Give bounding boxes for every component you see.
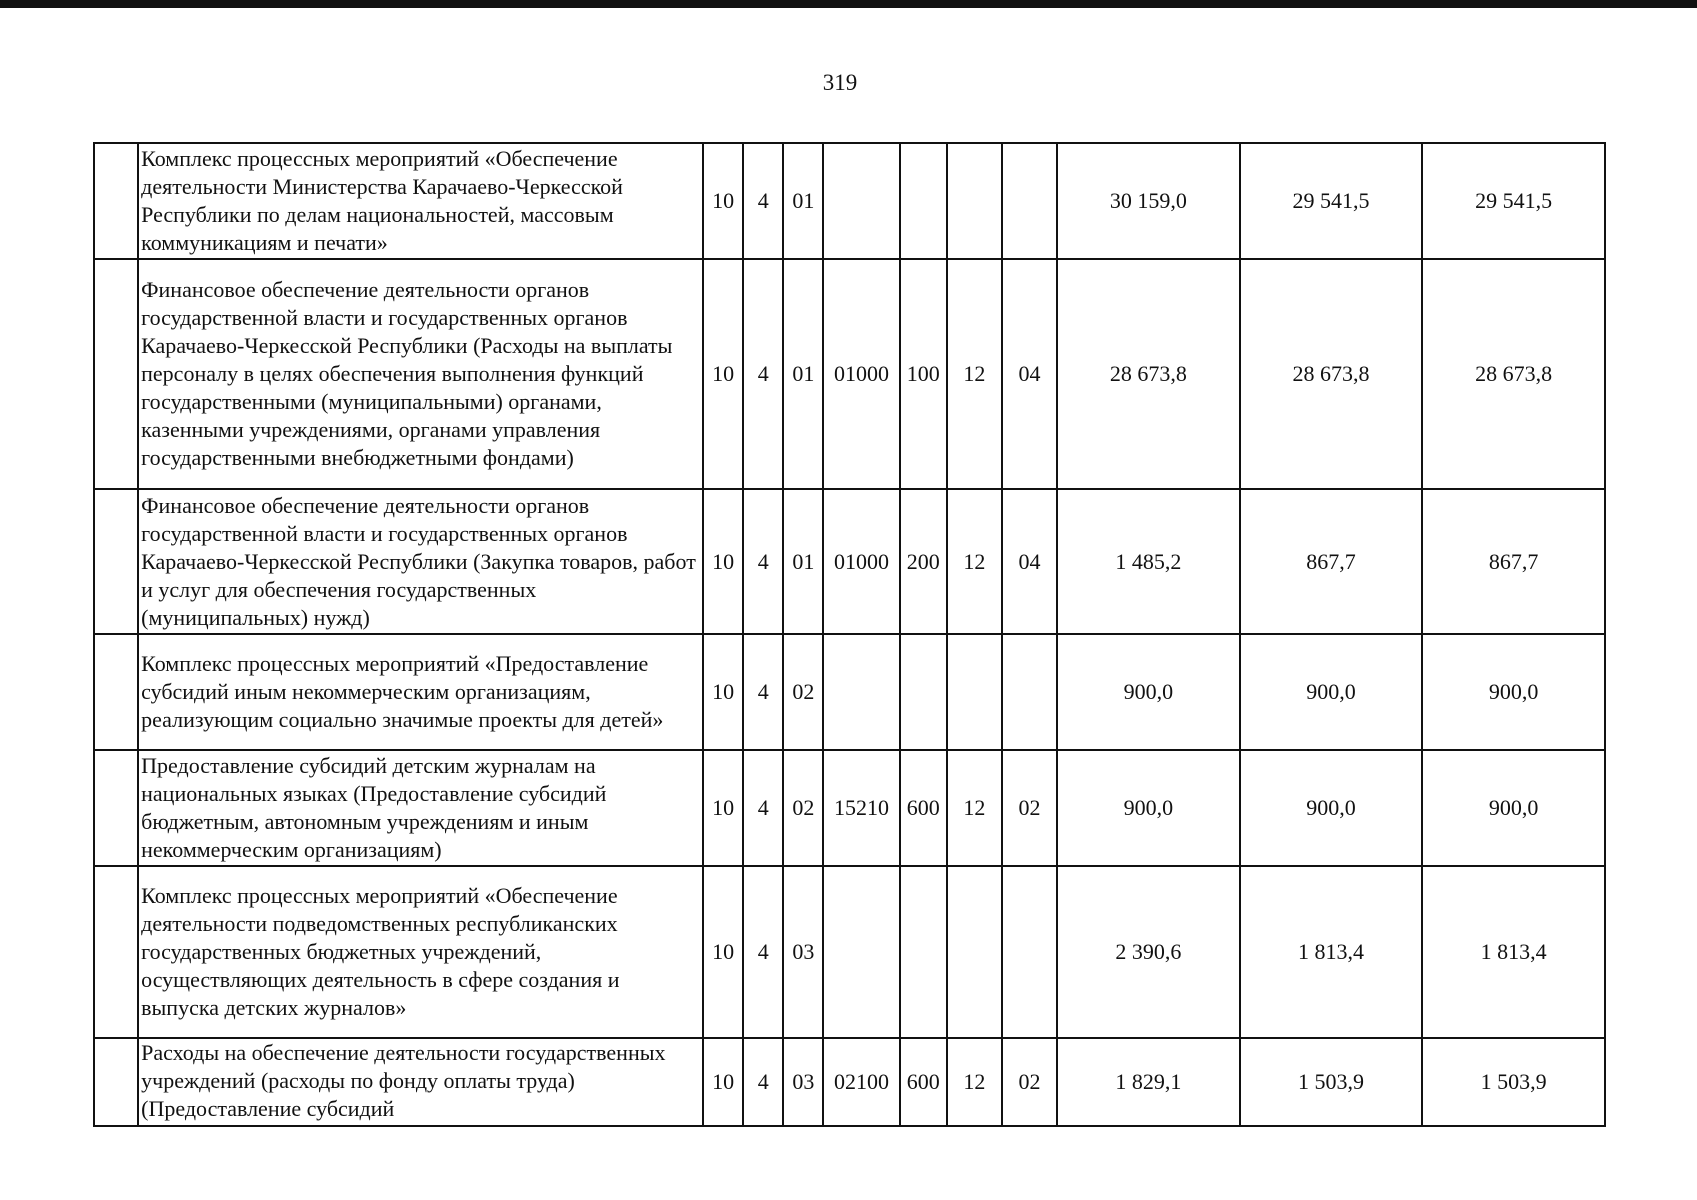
- code-cell: 600: [900, 750, 947, 866]
- budget-table: [93, 142, 1606, 1127]
- code-cell: 12: [947, 1038, 1002, 1126]
- amount-cell: 900,0: [1422, 634, 1605, 750]
- code-cell: 02: [1002, 750, 1057, 866]
- code-cell: 4: [743, 750, 783, 866]
- code-cell: [900, 634, 947, 750]
- code-cell: 4: [743, 259, 783, 489]
- code-cell: [1002, 866, 1057, 1038]
- code-cell: 01: [783, 143, 823, 259]
- code-cell: 600: [900, 1038, 947, 1126]
- amount-cell: 1 813,4: [1422, 866, 1605, 1038]
- amount-cell: 1 813,4: [1240, 866, 1423, 1038]
- code-cell: 4: [743, 1038, 783, 1126]
- row-number-cell: [94, 143, 138, 259]
- code-cell: 03: [783, 1038, 823, 1126]
- code-cell: 02: [783, 634, 823, 750]
- code-cell: [1002, 634, 1057, 750]
- expense-name: Финансовое обеспечение деятельности органов государственной власти и государственных органов Карачаево-Черкесской Республики (Расходы на выплаты персоналу в целях обеспечения выполнения функций государственными (муниципальными) органами, казенными учреждениями, органами управления государственными внебюджетными фондами): [138, 259, 703, 489]
- table-row: [94, 866, 1605, 1038]
- row-number-cell: [94, 750, 138, 866]
- amount-cell: 900,0: [1240, 634, 1423, 750]
- amount-cell: 1 503,9: [1422, 1038, 1605, 1126]
- expense-name: Финансовое обеспечение деятельности органов государственной власти и государственных органов Карачаево-Черкесской Республики (Закупка товаров, работ и услуг для обеспечения государственных (муниципальных) нужд): [138, 489, 703, 634]
- code-cell: 100: [900, 259, 947, 489]
- row-number-cell: [94, 634, 138, 750]
- expense-name: Расходы на обеспечение деятельности государственных учреждений (расходы по фонду оплаты труда) (Предоставление субсидий: [138, 1038, 703, 1126]
- table-row: [94, 634, 1605, 750]
- amount-cell: 900,0: [1422, 750, 1605, 866]
- amount-cell: 30 159,0: [1057, 143, 1240, 259]
- code-cell: [947, 866, 1002, 1038]
- code-cell: 12: [947, 750, 1002, 866]
- expense-name: Комплекс процессных мероприятий «Предоставление субсидий иным некоммерческим организациям, реализующим социально значимые проекты для детей»: [138, 634, 703, 750]
- amount-cell: 2 390,6: [1057, 866, 1240, 1038]
- code-cell: 10: [703, 866, 743, 1038]
- table-row: [94, 750, 1605, 866]
- row-number-cell: [94, 259, 138, 489]
- code-cell: 200: [900, 489, 947, 634]
- code-cell: 02100: [823, 1038, 899, 1126]
- code-cell: 10: [703, 1038, 743, 1126]
- code-cell: 10: [703, 489, 743, 634]
- code-cell: 10: [703, 750, 743, 866]
- table-row: [94, 259, 1605, 489]
- amount-cell: 1 829,1: [1057, 1038, 1240, 1126]
- table-row: [94, 1038, 1605, 1126]
- code-cell: [823, 866, 899, 1038]
- code-cell: [900, 143, 947, 259]
- table-row: [94, 489, 1605, 634]
- code-cell: 03: [783, 866, 823, 1038]
- code-cell: [947, 143, 1002, 259]
- code-cell: 4: [743, 489, 783, 634]
- amount-cell: 867,7: [1422, 489, 1605, 634]
- code-cell: 12: [947, 259, 1002, 489]
- amount-cell: 900,0: [1057, 634, 1240, 750]
- row-number-cell: [94, 866, 138, 1038]
- code-cell: 01000: [823, 259, 899, 489]
- amount-cell: 900,0: [1057, 750, 1240, 866]
- code-cell: 4: [743, 634, 783, 750]
- amount-cell: 900,0: [1240, 750, 1423, 866]
- code-cell: 02: [1002, 1038, 1057, 1126]
- expense-name: Комплекс процессных мероприятий «Обеспечение деятельности подведомственных республиканских государственных бюджетных учреждений, осуществляющих деятельность в сфере создания и выпуска детских журналов»: [138, 866, 703, 1038]
- amount-cell: 1 485,2: [1057, 489, 1240, 634]
- table-row: [94, 143, 1605, 259]
- scan-top-border: [0, 0, 1697, 8]
- page-number: 319: [822, 70, 858, 95]
- amount-cell: 867,7: [1240, 489, 1423, 634]
- amount-cell: 28 673,8: [1057, 259, 1240, 489]
- expense-name: Комплекс процессных мероприятий «Обеспечение деятельности Министерства Карачаево-Черкесской Республики по делам национальностей, массовым коммуникациям и печати»: [138, 143, 703, 259]
- amount-cell: 28 673,8: [1240, 259, 1423, 489]
- code-cell: 12: [947, 489, 1002, 634]
- code-cell: [1002, 143, 1057, 259]
- code-cell: 04: [1002, 259, 1057, 489]
- code-cell: 10: [703, 143, 743, 259]
- code-cell: 4: [743, 143, 783, 259]
- amount-cell: 28 673,8: [1422, 259, 1605, 489]
- amount-cell: 29 541,5: [1422, 143, 1605, 259]
- amount-cell: 1 503,9: [1240, 1038, 1423, 1126]
- code-cell: 01: [783, 489, 823, 634]
- code-cell: [823, 143, 899, 259]
- row-number-cell: [94, 1038, 138, 1126]
- code-cell: 01000: [823, 489, 899, 634]
- row-number-cell: [94, 489, 138, 634]
- code-cell: 4: [743, 866, 783, 1038]
- code-cell: [900, 866, 947, 1038]
- code-cell: 04: [1002, 489, 1057, 634]
- expense-name: Предоставление субсидий детским журналам на национальных языках (Предоставление субсидий бюджетным, автономным учреждениям и иным некоммерческим организациям): [138, 750, 703, 866]
- code-cell: [823, 634, 899, 750]
- code-cell: 10: [703, 634, 743, 750]
- code-cell: 01: [783, 259, 823, 489]
- code-cell: 10: [703, 259, 743, 489]
- code-cell: 02: [783, 750, 823, 866]
- code-cell: 15210: [823, 750, 899, 866]
- code-cell: [947, 634, 1002, 750]
- amount-cell: 29 541,5: [1240, 143, 1423, 259]
